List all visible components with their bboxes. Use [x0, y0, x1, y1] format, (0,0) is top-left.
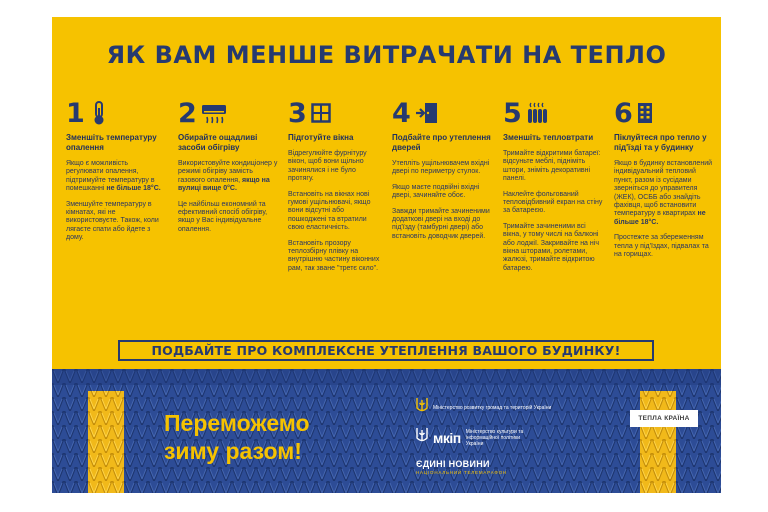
trident-icon	[416, 427, 428, 448]
tip-paragraph: Якщо в будинку встановлений індивідуальний тепловий пункт, разом із сусідами зверніться до управителя (ЖЕК), ОСББ або знайдіть фахівця, щоб встановити температуру в квартирах не більше 18°C.	[614, 160, 713, 226]
tip-title: Піклуйтеся про тепло у під'їзді та у будинку	[614, 133, 707, 152]
tip-column-4	[392, 95, 492, 335]
tip-column-2	[178, 95, 278, 335]
tip-body	[288, 150, 380, 273]
tip-column-1	[66, 95, 166, 335]
tip-title: Підготуйте вікна	[288, 133, 354, 142]
tip-title: Обирайте ощадливі засоби обігріву	[178, 133, 258, 152]
slogan-line: зиму разом!	[164, 438, 302, 464]
tip-title: Подбайте про утеплення дверей	[392, 133, 491, 152]
tip-number: 4	[392, 98, 411, 129]
radiator-icon	[526, 101, 550, 125]
ministry-culture-logo: мкіп Міністерство культури та інформаційної політики України	[416, 427, 536, 448]
tip-paragraph: Відрегулюйте фурнітуру вікон, щоб вони щільно зачинялися і не було протягу.	[288, 150, 367, 183]
page-title: ЯК ВАМ МЕНШЕ ВИТРАЧАТИ НА ТЕПЛО	[106, 41, 667, 69]
tip-body	[614, 160, 714, 259]
tip-paragraph: Утепліть ущільнювачем вхідні двері по периметру стулок.	[392, 160, 490, 176]
tip-paragraph: Зменшуйте температуру в кімнатах, які не використовуєте. Також, коли лягаєте спати або йдете з дому.	[66, 200, 159, 242]
tip-column-5	[503, 95, 603, 335]
thermometer-icon	[89, 101, 109, 125]
tip-column-6	[614, 95, 714, 335]
tip-number: 2	[178, 98, 197, 129]
tip-body	[503, 150, 603, 273]
door-icon	[415, 101, 439, 125]
tips-columns	[66, 95, 716, 335]
tip-number: 5	[503, 98, 522, 129]
tip-body	[392, 160, 492, 241]
air-conditioner-icon	[201, 101, 227, 125]
tip-paragraph: Наклейте фольгований тепловідбивний екран на стіну за батареєю.	[503, 190, 603, 215]
window-icon	[311, 101, 331, 125]
tip-paragraph: Тримайте зачиненими всі вікна, у тому числі на балконі або лоджії. Закривайте на ніч вікна шторами, ролетами, жалюзі, тримайте відкритою батарею.	[503, 222, 599, 272]
tip-paragraph: Встановіть прозору теплозбірну плівку на внутрішню частину віконних рам, так зване "третє скло".	[288, 239, 380, 272]
tip-paragraph: Це найбільш економний та ефективний спосіб обігріву, якщо у Вас індивідуальне опалення.	[178, 200, 268, 233]
news-logo: ЄДИНІ НОВИНИ НАЦІОНАЛЬНИЙ ТЕЛЕМАРАФОН	[416, 459, 507, 475]
tip-body	[178, 160, 278, 234]
tip-paragraph: Встановіть на вікнах нові гумові ущільнювачі, якщо вони відсутні або пошкоджені та втратили свою еластичність.	[288, 190, 371, 232]
tip-paragraph: Простежте за збереженням тепла у під'їздах, підвалах та на горищах.	[614, 234, 709, 259]
building-icon	[637, 101, 653, 125]
tip-paragraph: Якщо маєте подвійні вхідні двері, зачиняйте обоє.	[392, 183, 480, 200]
mkip-wordmark: мкіп	[433, 429, 461, 446]
tip-paragraph: Використовуйте кондиціонер у режимі обігріву замість газового опалення, якщо на вулиці вище 0°C.	[178, 160, 278, 193]
ministry-development-logo: Міністерство розвитку громад та територій України	[416, 397, 553, 418]
tip-title: Зменшіть температуру опалення	[66, 133, 157, 152]
tip-number: 6	[614, 98, 633, 129]
tip-title: Зменшіть тепловтрати	[503, 133, 594, 142]
tip-paragraph: Якщо є можливість регулювати опалення, підтримуйте температуру в помешканні не більше 18°C.	[66, 160, 161, 193]
tip-number: 1	[66, 98, 85, 129]
trident-icon	[416, 397, 428, 418]
tip-body	[66, 160, 166, 243]
tip-paragraph: Завжди тримайте зачиненими додаткові двері на вході до під'їзду (тамбурні двері) або встановіть доводчик дверей.	[392, 207, 490, 240]
poster	[52, 17, 721, 493]
tip-number: 3	[288, 98, 307, 129]
tip-column-3	[288, 95, 380, 335]
slogan	[164, 409, 310, 465]
sponsor-logos	[416, 397, 616, 493]
tip-paragraph: Тримайте відкритими батареї: відсуньте меблі, підніміть штори, зніміть декоративні панелі.	[503, 150, 601, 183]
slogan-line: Переможемо	[164, 410, 310, 436]
insulation-banner: ПОДБАЙТЕ ПРО КОМПЛЕКСНЕ УТЕПЛЕННЯ ВАШОГО БУДИНКУ!	[118, 340, 654, 361]
campaign-tag: ТЕПЛА КРАЇНА	[630, 410, 698, 427]
knitted-pattern	[52, 369, 721, 493]
